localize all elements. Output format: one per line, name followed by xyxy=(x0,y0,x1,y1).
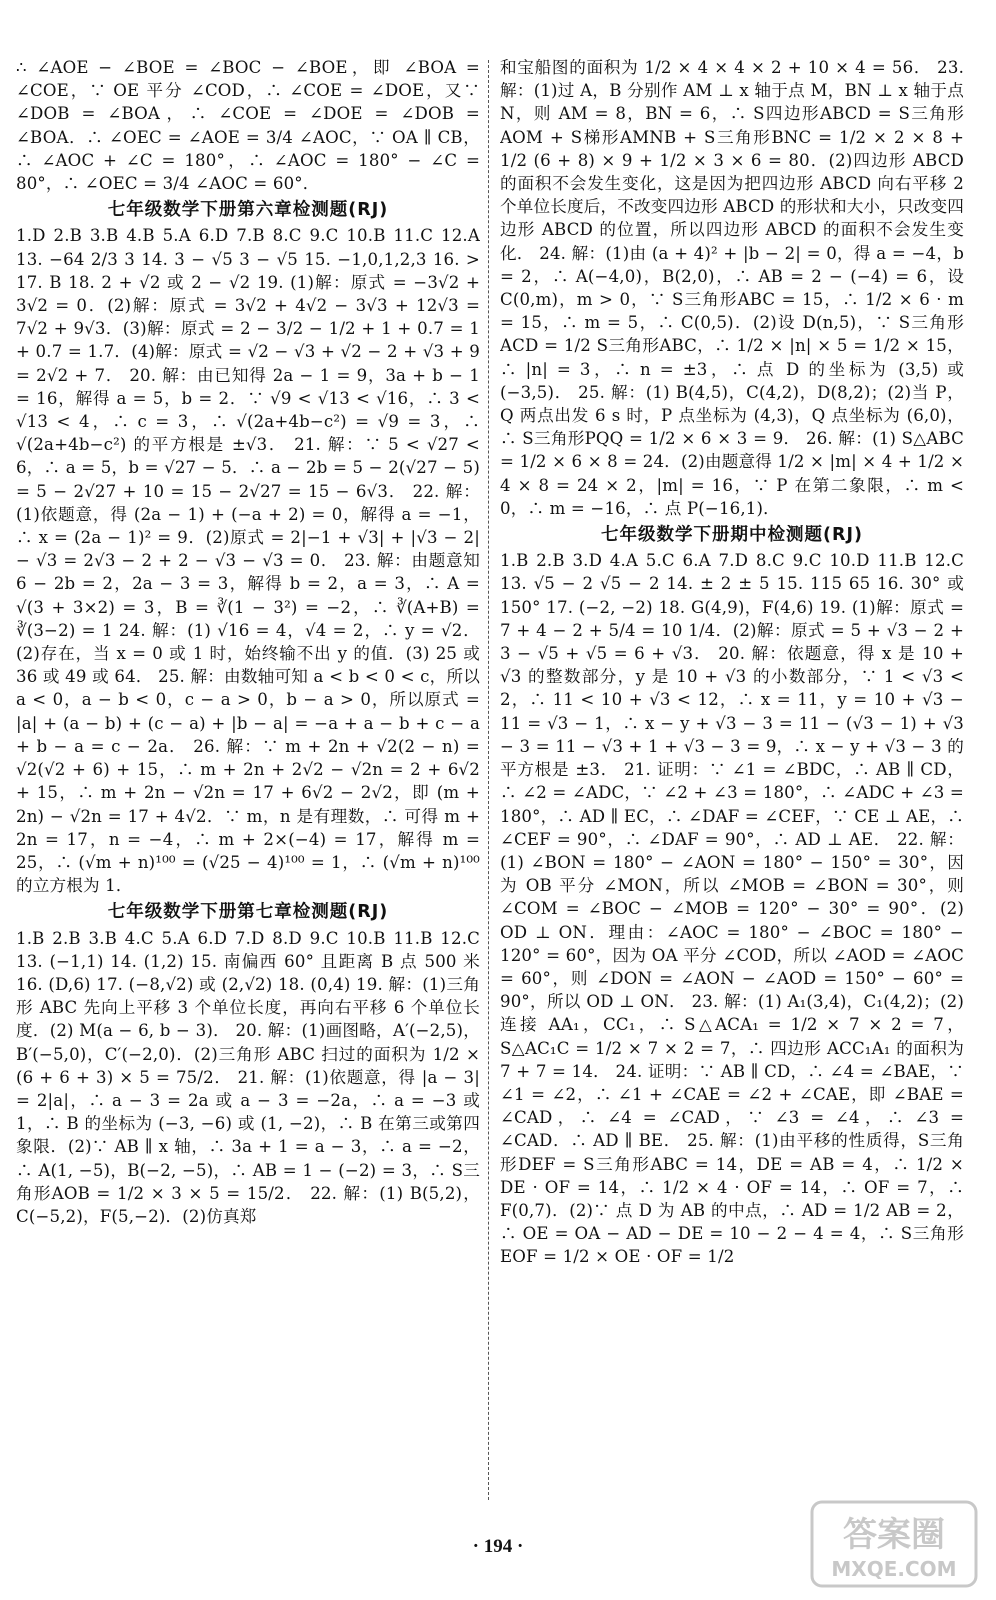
chapter7-title: 七年级数学下册第七章检测题(RJ) xyxy=(107,902,389,923)
chapter6-title: 七年级数学下册第六章检测题(RJ) xyxy=(107,200,389,221)
midterm-title: 七年级数学下册期中检测题(RJ) xyxy=(601,525,863,546)
midterm-answers: 1.B 2.B 3.D 4.A 5.C 6.A 7.D 8.C 9.C 10.D 11.B 12.C 13. √5 − 2 √5 − 2 14. ± 2 ± 5 15. 115 65 16. 30° 或 150° 17. (−2, −2) 18. G(4,9)，F(4,6) 19. (1)解：原式 = 7 + 4 − 2 + 5/4 = 10 1/4．(2)解：原式 = 5 + √3 − 2 + 3 − √5 + √5 = 6 + √3． 20. 解：依题意，得 x 是 10 + √3 的整数部分，y 是 10 + √3 的小数部分，∵ 1 < √3 < 2，∴ 11 < 10 + √3 < 12，∴ x = 11，y = 10 + √3 − 11 = √3 − 1，∴ x − y + √3 − 3 = 11 − (√3 − 1) + √3 − 3 = 11 − √3 + 1 + √3 − 3 = 9，∴ x − y + √3 − 3 的平方根是 ±3． 21. 证明：∵ ∠1 = ∠BDC，∴ AB ∥ CD，∴ ∠2 = ∠ADC，∵ ∠2 + ∠3 = 180°，∴ ∠ADC + ∠3 = 180°，∴ AD ∥ EC，∴ ∠DAF = ∠CEF，∵ CE ⊥ AE，∴ ∠CEF = 90°，∴ ∠DAF = 90°，∴ AD ⊥ AE． 22. 解：(1) ∠BON = 180° − ∠AON = 180° − 150° = 30°，因为 OB 平分 ∠MON，所以 ∠MOB = ∠BON = 30°，则 ∠COM = ∠BOC − ∠MOB = 120° − 30° = 90°．(2) OD ⊥ ON．理由：∠AOC = 180° − ∠BOC = 180° − 120° = 60°，因为 OA 平分 ∠COD，所以 ∠AOD = ∠AOC = 60°，则 ∠DON = ∠AON − ∠AOD = 150° − 60° = 90°，所以 OD ⊥ ON． 23. 解：(1) A₁(3,4)，C₁(4,2)；(2)连接 AA₁，CC₁，∴ S△ACA₁ = 1/2 × 7 × 2 = 7，S△AC₁C = 1/2 × 7 × 2 = 7，∴ 四边形 ACC₁A₁ 的面积为 7 + 7 = 14． 24. 证明：∵ AB ∥ CD，∴ ∠4 = ∠BAE，∵ ∠1 = ∠2，∴ ∠1 + ∠CAE = ∠2 + ∠CAE，即 ∠BAE = ∠CAD，∴ ∠4 = ∠CAD，∵ ∠3 = ∠4，∴ ∠3 = ∠CAD．∴ AD ∥ BE． 25. 解：(1)由平移的性质得，S三角形DEF = S三角形ABC = 14，DE = AB = 4，∴ 1/2 × DE · OF = 14，∴ 1/2 × 4 · OF = 14，∴ OF = 7，∴ F(0,7)．(2)∵ 点 D 为 AB 的中点，∴ AD = 1/2 AB = 2，∴ OE = OA − AD − DE = 10 − 2 − 4 = 4，∴ S三角形EOF = 1/2 × OE · OF = 1/2 xyxy=(500,551,964,1267)
page-number: · 194 · xyxy=(472,1536,524,1557)
watermark-bottom-text: MXQE.COM xyxy=(831,1557,957,1581)
chapter7-answers: 1.B 2.B 3.B 4.C 5.A 6.D 7.D 8.D 9.C 10.B 11.B 12.C 13. (−1,1) 14. (1,2) 15. 南偏西 60° 且距离 B 点 500 米 16. (D,6) 17. (−8,√2) 或 (2,√2) 18. (0,4) 19. 解：(1)三角形 ABC 先向上平移 3 个单位长度，再向右平移 6 个单位长度．(2) M(a − 6, b − 3)． 20. 解：(1)画图略，A′(−2,5)，B′(−5,0)，C′(−2,0)．(2)三角形 ABC 扫过的面积为 1/2 × (6 + 6 + 3) × 5 = 75/2． 21. 解：(1)依题意，得 |a − 3| = 2|a|，∴ a − 3 = 2a 或 a − 3 = −2a，∴ a = −3 或 1，∴ B 的坐标为 (−3, −6) 或 (1, −2)，∴ B 在第三或第四象限．(2)∵ AB ∥ x 轴，∴ 3a + 1 = a − 3，∴ a = −2，∴ A(1, −5)，B(−2, −5)，∴ AB = 1 − (−2) = 3，∴ S三角形AOB = 1/2 × 3 × 5 = 15/2． 22. 解：(1) B(5,2)，C(−5,2)，F(5,−2)．(2)仿真郑 xyxy=(16,928,480,1226)
chapter7-answers-continued: 和宝船图的面积为 1/2 × 4 × 4 × 2 + 10 × 4 = 56． 23. 解：(1)过 A，B 分别作 AM ⊥ x 轴于点 M，BN ⊥ x 轴于点 N，则 AM = 8，BN = 6，∴ S四边形ABCD = S三角形AOM + S梯形AMNB + S三角形BNC = 1/2 × 2 × 8 + 1/2 (6 + 8) × 9 + 1/2 × 3 × 6 = 80．(2)四边形 ABCD 的面积不会发生变化，这是因为把四边形 ABCD 向右平移 2 个单位长度后，不改变四边形 ABCD 的形状和大小，只改变四边形 ABCD 的位置，所以四边形 ABCD 的面积不会发生变化． 24. 解：(1)由 (a + 4)² + |b − 2| = 0，得 a = −4，b = 2，∴ A(−4,0)，B(2,0)，∴ AB = 2 − (−4) = 6，设 C(0,m)，m > 0，∵ S三角形ABC = 15，∴ 1/2 × 6 · m = 15，∴ m = 5，∴ C(0,5)．(2)设 D(n,5)，∵ S三角形ACD = 1/2 S三角形ABC，∴ 1/2 × |n| × 5 = 1/2 × 15，∴ |n| = 3，∴ n = ±3，∴ 点 D 的坐标为 (3,5) 或 (−3,5)． 25. 解：(1) B(4,5)，C(4,2)，D(8,2)；(2)当 P，Q 两点出发 6 s 时，P 点坐标为 (4,3)，Q 点坐标为 (6,0)，∴ S三角形PQQ = 1/2 × 6 × 3 = 9． 26. 解：(1) S△ABC = 1/2 × 6 × 8 = 24．(2)由题意得 1/2 × |m| × 4 + 1/2 × 4 × 8 = 24 × 2，|m| = 16，∵ P 在第二象限，∴ m < 0，∴ m = −16，∴ 点 P(−16,1)． xyxy=(500,58,964,518)
chapter6-answers: 1.D 2.B 3.B 4.B 5.A 6.D 7.B 8.C 9.C 10.B 11.C 12.A 13. −64 2/3 3 14. 3 − √5 3 − √5 15. −1,0,1,2,3 16. > 17. B 18. 2 + √2 或 2 − √2 19. (1)解：原式 = −3√2 + 3√2 = 0．(2)解：原式 = 3√2 + 4√2 − 3√3 + 12√3 = 7√2 + 9√3．(3)解：原式 = 2 − 3/2 − 1/2 + 1 + 0.7 = 1 + 0.7 = 1.7．(4)解：原式 = √2 − √3 + √2 − 2 + √3 + 9 = 2√2 + 7． 20. 解：由已知得 2a − 1 = 9，3a + b − 1 = 16，解得 a = 5，b = 2．∵ √9 < √13 < √16，∴ 3 < √13 < 4，∴ c = 3，∴ √(2a+4b−c²) = √9 = 3，∴ √(2a+4b−c²) 的平方根是 ±√3． 21. 解：∵ 5 < √27 < 6，∴ a = 5，b = √27 − 5．∴ a − 2b = 5 − 2(√27 − 5) = 5 − 2√27 + 10 = 15 − 2√27 = 15 − 6√3． 22. 解：(1)依题意，得 (2a − 1) + (−a + 2) = 0，解得 a = −1，∴ x = (2a − 1)² = 9．(2)原式 = 2|−1 + √3| + |√3 − 2| − √3 = 2√3 − 2 + 2 − √3 − √3 = 0． 23. 解：由题意知 6 − 2b = 2，2a − 3 = 3，解得 b = 2，a = 3，∴ A = √(3 + 3×2) = 3，B = ∛(1 − 3²) = −2，∴ ∛(A+B) = ∛(3−2) = 1 24. 解：(1) √16 = 4，√4 = 2，∴ y = √2．(2)存在，当 x = 0 或 1 时，始终输不出 y 的值．(3) 25 或 36 或 49 或 64． 25. 解：由数轴可知 a < b < 0 < c，所以 a < 0，a − b < 0，c − a > 0，b − a > 0，所以原式 = |a| + (a − b) + (c − a) + |b − a| = −a + a − b + c − a + b − a = c − 2a． 26. 解：∵ m + 2n + √2(2 − n) = √2(√2 + 6) + 15，∴ m + 2n + 2√2 − √2n = 2 + 6√2 + 15，∴ m + 2n − √2n = 17 + 6√2 − 2√2，即 (m + 2n) − √2n = 17 + 4√2．∵ m，n 是有理数，∴ 可得 m + 2n = 17，n = −4，∴ m + 2×(−4) = 17，解得 m = 25，∴ (√m + n)¹⁰⁰ = (√25 − 4)¹⁰⁰ = 1，∴ (√m + n)¹⁰⁰ 的立方根为 1． xyxy=(16,226,480,896)
chapter5-answer-continuation: ∴ ∠AOE − ∠BOE = ∠BOC − ∠BOE，即 ∠BOA = ∠COE，∵ OE 平分 ∠COD，∴ ∠COE = ∠DOE，又∵ ∠DOB = ∠BOA，∴ ∠COE = ∠DOE = ∠DOB = ∠BOA．∴ ∠OEC = ∠AOE = 3/4 ∠AOC，∵ OA ∥ CB，∴ ∠AOC + ∠C = 180°，∴ ∠AOC = 180° − ∠C = 80°，∴ ∠OEC = 3/4 ∠AOC = 60°． xyxy=(16,58,480,194)
right-column xyxy=(500,56,964,1498)
watermark-logo-icon xyxy=(810,1500,978,1588)
column-divider xyxy=(488,60,489,1500)
watermark-top-text: 答案圈 xyxy=(843,1515,945,1555)
left-column xyxy=(16,56,480,1498)
